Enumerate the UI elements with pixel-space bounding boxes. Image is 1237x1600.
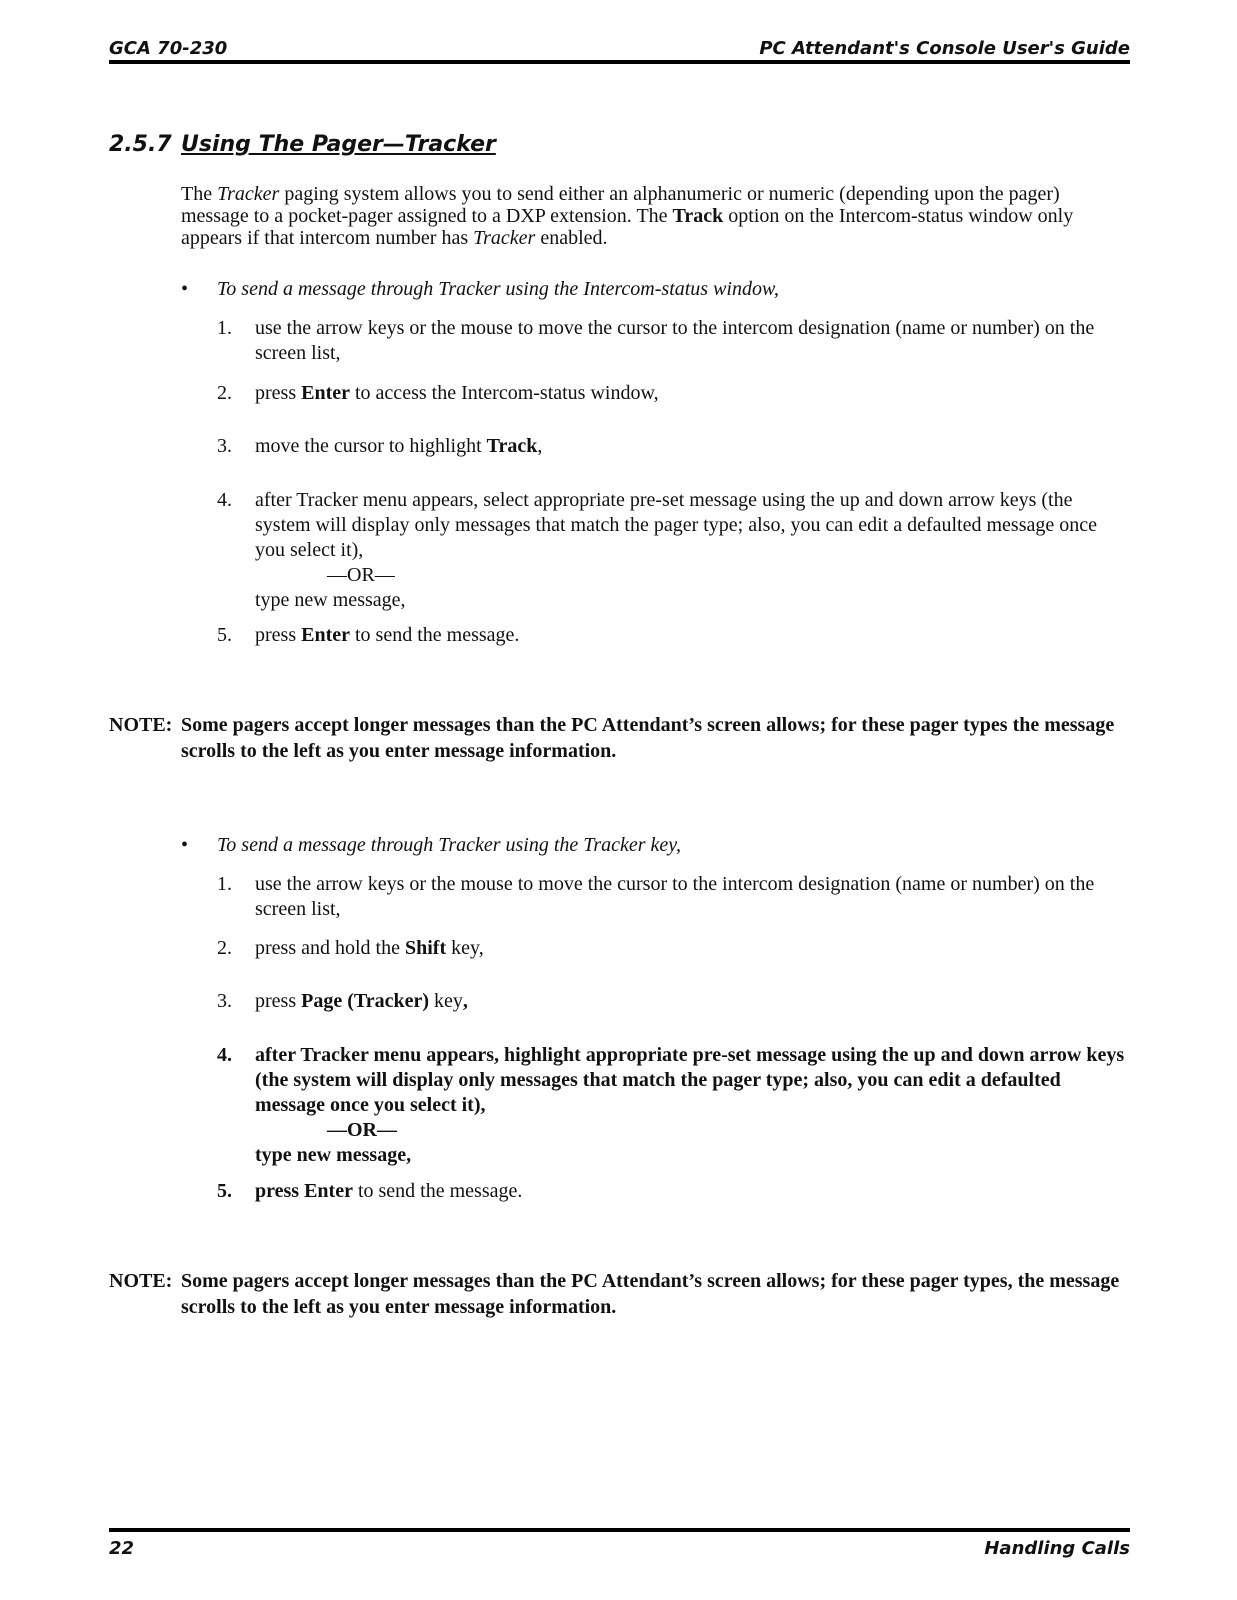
step-comma: ,: [462, 990, 468, 1012]
step-key-shift: Shift: [404, 937, 447, 959]
procedure2-bullet-text: To send a message through Tracker using the Tracker key,: [217, 834, 682, 856]
step-text-pre: press and hold the: [255, 937, 405, 959]
section-number: 2.5.7: [109, 132, 172, 157]
procedure2-step-3: [217, 989, 1130, 1014]
step-text: [255, 936, 1130, 961]
step-text: use the arrow keys or the mouse to move the cursor to the intercom designation (name or number) on the screen list,: [255, 317, 1095, 364]
step-text-post: to send the message.: [352, 1180, 523, 1202]
step-text-pre: press: [255, 624, 302, 646]
note-label: NOTE:: [109, 1270, 173, 1292]
procedure2-step-4: [217, 1043, 1130, 1168]
page-number: 22: [109, 1538, 135, 1559]
step-key-track: Track: [486, 435, 538, 457]
step-number: 5.: [217, 1180, 232, 1202]
step-number: 4.: [217, 1044, 232, 1066]
step-text: [255, 623, 1130, 648]
note-1: [109, 712, 1130, 764]
bullet-dot: •: [181, 278, 189, 300]
step-number: 1.: [217, 873, 232, 895]
procedure1-bullet-text: To send a message through Tracker using the Intercom-status window,: [217, 278, 779, 300]
header-guide-title: PC Attendant's Console User's Guide: [759, 38, 1130, 59]
step-text: [255, 1043, 1130, 1168]
procedure1-bullet: [181, 278, 779, 301]
step-number: 3.: [217, 435, 232, 457]
bullet-dot: •: [181, 834, 189, 856]
header-doc-number: GCA 70-230: [109, 38, 228, 59]
step-text-pre: press: [255, 382, 302, 404]
step-text-main: after Tracker menu appears, highlight appropriate pre-set message using the up and down arrow keys (the system will display only messages that match the pager type; also, you can edit a defaulted message once you select it),: [255, 1044, 1125, 1116]
note-text: Some pagers accept longer messages than the PC Attendant’s screen allows; for these pager types the message scrolls to the left as you enter message information.: [181, 714, 1115, 762]
step-number: 4.: [217, 489, 232, 511]
procedure1-step-1: [217, 316, 1130, 366]
procedure2-step-5: [217, 1179, 1130, 1204]
intro-tracker-term: Tracker: [217, 183, 280, 205]
step-or-divider: —OR—: [327, 564, 395, 586]
step-text: [255, 434, 1130, 459]
step-text: use the arrow keys or the mouse to move the cursor to the intercom designation (name or number) on the screen list,: [255, 873, 1095, 920]
step-text-alt: type new message,: [255, 589, 406, 611]
note-text: Some pagers accept longer messages than the PC Attendant’s screen allows; for these pager types, the message scrolls to the left as you enter message information.: [181, 1270, 1120, 1318]
chapter-title: Handling Calls: [984, 1538, 1130, 1559]
step-key-enter: Enter: [301, 624, 350, 646]
step-number: 2.: [217, 382, 232, 404]
step-text-pre: move the cursor to highlight: [255, 435, 487, 457]
intro-text-3: option on the Intercom-status window only appears if that intercom number has: [181, 205, 1074, 249]
intro-track-option: Track: [672, 205, 724, 227]
step-text-pre: press: [255, 990, 302, 1012]
procedure2-bullet: [181, 834, 681, 857]
step-or-divider: —OR—: [327, 1119, 397, 1141]
step-text-post: key,: [446, 937, 484, 959]
procedure1-step-4: [217, 488, 1130, 613]
procedure2-step-1: [217, 872, 1130, 922]
step-text: [255, 989, 1130, 1014]
step-number: 1.: [217, 317, 232, 339]
step-text: [255, 488, 1130, 613]
step-key-page-tracker: Page (Tracker): [301, 990, 430, 1012]
intro-text-1: The: [181, 183, 218, 205]
step-text-post: to access the Intercom-status window,: [350, 382, 659, 404]
step-key-enter: Enter: [301, 382, 350, 404]
procedure1-step-5: [217, 623, 1130, 648]
section-title: Using The Pager—Tracker: [181, 132, 496, 157]
step-number: 2.: [217, 937, 232, 959]
procedure1-step-2: [217, 381, 1130, 406]
note-2: [109, 1268, 1130, 1320]
step-text-post: to send the message.: [350, 624, 520, 646]
step-number: 3.: [217, 990, 232, 1012]
page-footer: [109, 1528, 1130, 1559]
step-text-main: after Tracker menu appears, select appropriate pre-set message using the up and down arrow keys (the system will display only messages that match the pager type; also, you can edit a defaulted message once you select it),: [255, 489, 1097, 561]
section-heading: [109, 132, 496, 157]
intro-text-2: paging system allows you to send either an alphanumeric or numeric (depending upon the pager) message to a pocket-pager assigned to a DXP extension. The: [181, 183, 1060, 227]
step-text-alt: type new message,: [255, 1144, 412, 1166]
procedure2-step-2: [217, 936, 1130, 961]
step-text: [255, 381, 1130, 406]
page-header: [109, 36, 1130, 64]
step-text-post: ,: [537, 435, 543, 457]
step-number: 5.: [217, 624, 232, 646]
step-text-post: key: [429, 990, 463, 1012]
note-label: NOTE:: [109, 714, 173, 736]
intro-tracker-term-2: Tracker: [473, 227, 536, 249]
intro-paragraph: [181, 183, 1126, 249]
step-text: [255, 1179, 1130, 1204]
procedure1-step-3: [217, 434, 1130, 459]
step-key-enter: press Enter: [255, 1180, 353, 1202]
intro-text-4: enabled.: [535, 227, 608, 249]
